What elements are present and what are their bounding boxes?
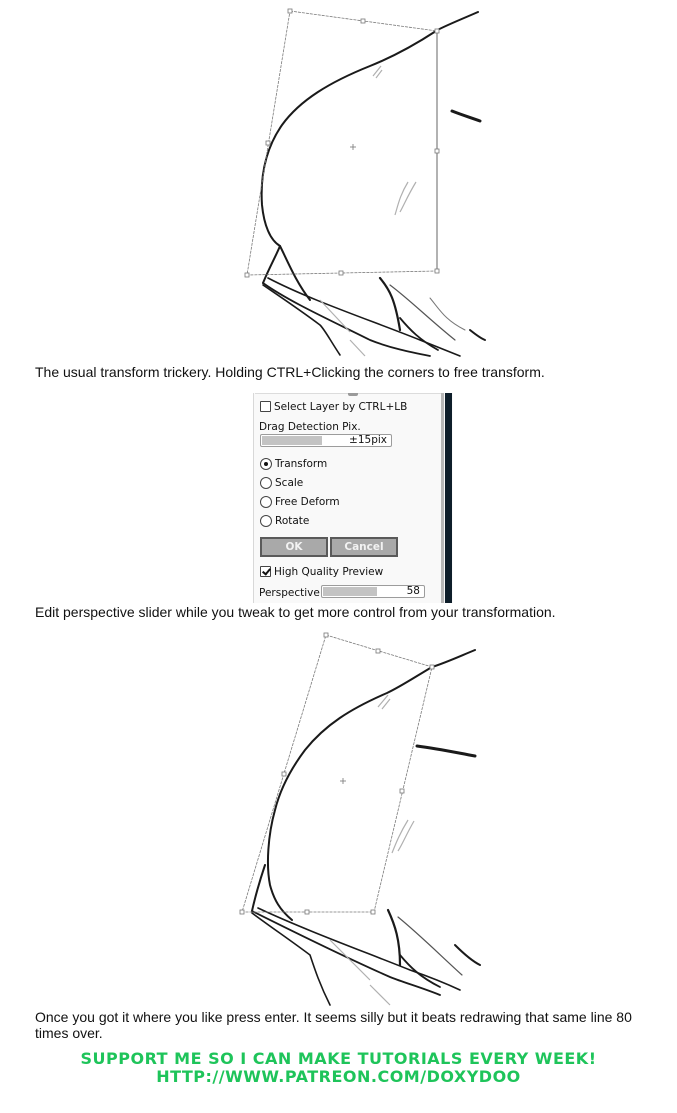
handle-bottom-right[interactable]: [435, 269, 439, 273]
promo-patreon-link[interactable]: HTTP://WWW.PATREON.COM/DOXYDOO: [156, 1067, 521, 1086]
handle-bottom-mid[interactable]: [305, 910, 309, 914]
radio-icon[interactable]: [260, 515, 272, 527]
handle-bottom-right[interactable]: [371, 910, 375, 914]
artwork-transform-before: [230, 0, 490, 362]
handle-top-mid[interactable]: [361, 19, 365, 23]
handle-right-mid[interactable]: [400, 789, 404, 793]
transform-tool-panel: [243, 393, 453, 603]
handle-bottom-left[interactable]: [240, 910, 244, 914]
panel-dark-border: [445, 393, 452, 603]
checkbox-icon[interactable]: [260, 566, 271, 577]
mode-label: Rotate: [275, 514, 310, 527]
center-crosshair-icon: [350, 144, 356, 150]
caption-step-2: Edit perspective slider while you tweak to get more control from your transformation.: [35, 604, 556, 620]
checkbox-icon[interactable]: [260, 401, 271, 412]
mode-radio-rotate[interactable]: [260, 513, 309, 528]
handle-top-right[interactable]: [430, 665, 434, 669]
panel-scrollbar-track: [441, 393, 444, 603]
handle-top-left[interactable]: [324, 633, 328, 637]
drag-detection-slider[interactable]: [260, 434, 392, 447]
ok-button[interactable]: OK: [260, 537, 328, 557]
handle-left-mid[interactable]: [266, 141, 270, 145]
select-layer-checkbox[interactable]: [260, 399, 407, 414]
line-art: [252, 650, 480, 1005]
perspective-value: 58: [406, 585, 420, 597]
select-layer-label: Select Layer by CTRL+LB: [274, 400, 408, 413]
drag-detection-value: ±15pix: [349, 434, 387, 446]
perspective-slider[interactable]: [321, 585, 425, 598]
slider-fill: [323, 587, 377, 596]
mode-label: Scale: [275, 476, 304, 489]
mode-label: Transform: [275, 457, 328, 470]
caption-step-1: The usual transform trickery. Holding CTRL+Clicking the corners to free transform.: [35, 364, 545, 380]
handle-bottom-mid[interactable]: [339, 271, 343, 275]
high-quality-preview-label: High Quality Preview: [274, 565, 384, 578]
caption-step-3: Once you got it where you like press enter. It seems silly but it beats redrawing that same line 80 times over.: [35, 1009, 632, 1041]
high-quality-preview-checkbox[interactable]: [260, 564, 383, 579]
artwork-transform-after: [230, 625, 490, 1010]
handle-left-mid[interactable]: [282, 772, 286, 776]
transform-handles[interactable]: [245, 9, 439, 277]
radio-icon[interactable]: [260, 477, 272, 489]
perspective-row: [259, 585, 320, 600]
radio-icon[interactable]: [260, 458, 272, 470]
center-crosshair-icon: [340, 778, 346, 784]
mode-label: Free Deform: [275, 495, 340, 508]
handle-top-right[interactable]: [435, 29, 439, 33]
promo-line-1: SUPPORT ME SO I CAN MAKE TUTORIALS EVERY WEEK!: [80, 1049, 597, 1068]
panel-left-edge: [243, 393, 254, 603]
faint-hatching: [320, 66, 416, 356]
panel-resize-handle[interactable]: [348, 393, 358, 396]
line-art: [262, 12, 485, 356]
faint-hatching: [330, 695, 414, 1005]
mode-radio-transform[interactable]: [260, 456, 327, 471]
radio-icon[interactable]: [260, 496, 272, 508]
cancel-button[interactable]: Cancel: [330, 537, 398, 557]
transform-bounding-box[interactable]: [247, 11, 437, 275]
handle-top-left[interactable]: [288, 9, 292, 13]
drag-detection-label: Drag Detection Pix.: [259, 420, 361, 433]
perspective-label: Perspective: [259, 586, 320, 599]
mode-radio-scale[interactable]: [260, 475, 303, 490]
handle-bottom-left[interactable]: [245, 273, 249, 277]
drag-detection-label-row: [259, 419, 361, 434]
handle-right-mid[interactable]: [435, 149, 439, 153]
slider-fill: [262, 436, 322, 445]
mode-radio-free-deform[interactable]: [260, 494, 340, 509]
handle-top-mid[interactable]: [376, 649, 380, 653]
transform-bounding-box[interactable]: [242, 635, 432, 912]
